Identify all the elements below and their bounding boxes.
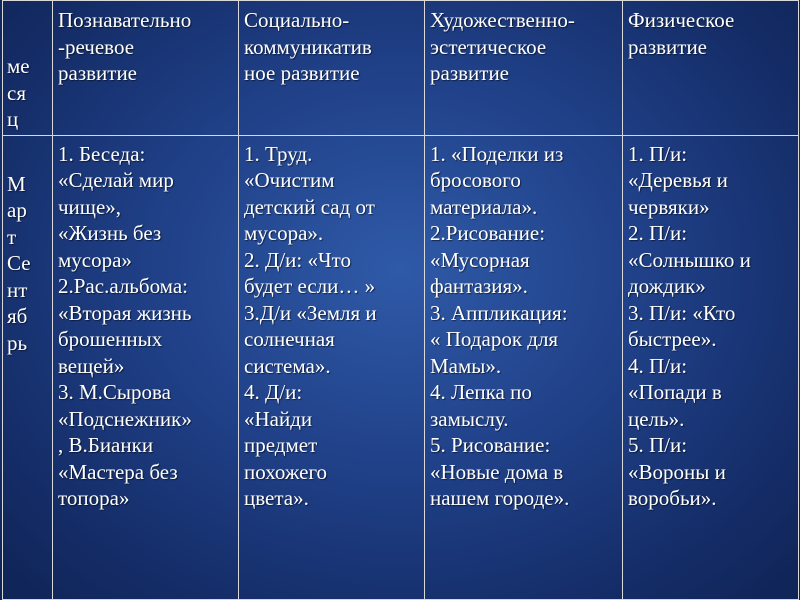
cell-artistic: [425, 135, 623, 600]
table-row: [3, 135, 799, 600]
artistic-activities: 1. «Поделки из бросового материала». 2.Рисование: «Мусорная фантазия». 3. Аппликация: « Подарок для Мамы». 4. Лепка по замыслу. 5. Рисование: «Новые дома в нашем городе».: [430, 141, 570, 510]
cognitive-activities: 1. Беседа: «Сделай мир чище», «Жизнь без мусора» 2.Рас.альбома: «Вторая жизнь брошенных вещей» 3. М.Сырова «Подснежник» , В.Бианки «Мастера без топора»: [58, 141, 192, 510]
activity-plan-table: [2, 0, 799, 600]
header-cell-artistic: [425, 1, 623, 136]
cell-social: [239, 135, 425, 600]
social-activities: 1. Труд. «Очистим детский сад от мусора». 2. Д/и: «Что будет если… » 3.Д/и «Земля и солнечная система». 4. Д/и: «Найди предмет похожего цвета».: [244, 141, 377, 510]
month-text: М ар т Се нт яб рь: [7, 171, 31, 355]
cell-physical: [623, 135, 799, 600]
month-cell: [3, 135, 53, 600]
header-physical-label: Физическое развитие: [628, 8, 735, 59]
header-cell-cognitive: [53, 1, 239, 136]
header-cognitive-label: Познавательно -речевое развитие: [58, 8, 192, 85]
header-month-label: ме ся ц: [7, 54, 30, 131]
table-header-row: [3, 1, 799, 136]
header-artistic-label: Художественно- эстетическое развитие: [430, 8, 575, 85]
cell-cognitive: [53, 135, 239, 600]
header-cell-social: [239, 1, 425, 136]
physical-activities: 1. П/и: «Деревья и червяки» 2. П/и: «Солнышко и дождик» 3. П/и: «Кто быстрее». 4. П/и: «Попади в цель». 5. П/и: «Вороны и воробьи».: [628, 141, 751, 510]
header-social-label: Социально- коммуникатив ное развитие: [244, 8, 372, 85]
header-cell-month: [3, 1, 53, 136]
header-cell-physical: [623, 1, 799, 136]
